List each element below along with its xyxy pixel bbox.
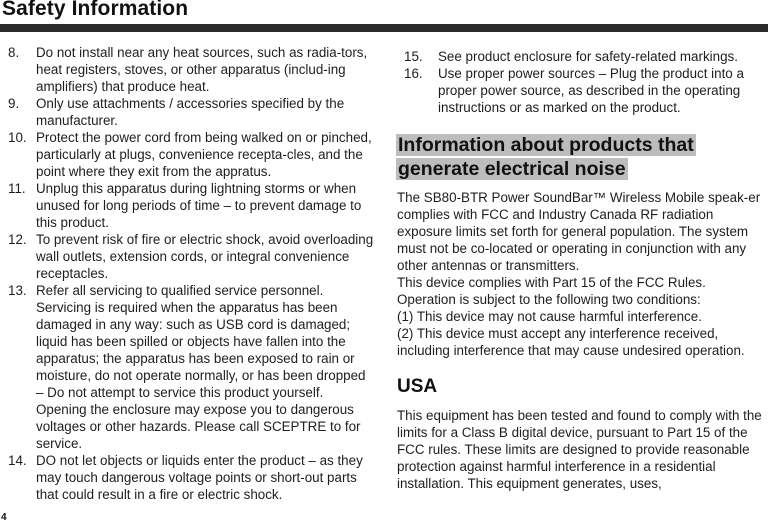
heading-line: generate electrical noise bbox=[398, 158, 626, 180]
item-text: Protect the power cord from being walked on or pinched, particularly at plugs, convenience recepta-cles, and the point where they exit from the appratus. bbox=[36, 130, 372, 179]
list-item bbox=[8, 95, 374, 129]
item-text: Only use attachments / accessories specified by the manufacturer. bbox=[36, 96, 345, 128]
item-text: To prevent risk of fire or electric shock, avoid overloading wall outlets, extension cords, or integral convenience receptacles. bbox=[36, 232, 374, 281]
list-item bbox=[8, 452, 374, 503]
section-heading-noise bbox=[396, 133, 696, 181]
list-item bbox=[8, 231, 374, 282]
heading-line: Information about products that bbox=[398, 134, 694, 156]
page-number: 4 bbox=[1, 512, 7, 523]
list-item bbox=[8, 129, 374, 180]
paragraph-text: The SB80-BTR Power SoundBar™ Wireless Mobile speak-er complies with FCC and Industry Canada RF radiation exposure limits set forth for general population. The system must not be co-located or operating in conjunction with any other antennas or transmitters. bbox=[397, 190, 761, 273]
list-item bbox=[8, 180, 374, 231]
item-number: 8. bbox=[8, 45, 20, 60]
item-text: Refer all servicing to qualified service personnel. Servicing is required when the apparatus has been damaged in any way: such as USB cord is damaged; liquid has been spilled or objects have fallen into the apparatus; the apparatus has been exposed to rain or moisture, do not operate normally, or has been dropped – Do not attempt to service this product yourself. Opening the enclosure may expose you to dangerous voltages or other hazards. Please call SCEPTRE to for service. bbox=[36, 283, 366, 451]
list-item bbox=[398, 65, 766, 116]
usa-paragraph bbox=[397, 407, 767, 492]
paragraph-text: This equipment has been tested and found to comply with the limits for a Class B digital device, pursuant to Part 15 of the FCC rules. These limits are designed to provide reasonable protection against harmful interference in a residential installation. This equipment generates, uses, bbox=[397, 408, 762, 491]
item-text: Unplug this apparatus during lightning storms or when unused for long periods of time – to prevent damage to this product. bbox=[36, 181, 362, 230]
paragraph-line: (2) This device must accept any interference received, including interference that may cause undesired operation. bbox=[397, 326, 745, 358]
item-text: See product enclosure for safety-related markings. bbox=[438, 49, 738, 64]
item-number: 16. bbox=[404, 66, 423, 81]
item-number: 12. bbox=[8, 232, 27, 247]
item-text: Do not install near any heat sources, such as radia-tors, heat registers, stoves, or other apparatus (includ-ing amplifiers) that produce heat. bbox=[36, 45, 368, 94]
item-number: 15. bbox=[404, 49, 423, 64]
item-number: 13. bbox=[8, 283, 27, 298]
right-list bbox=[398, 48, 766, 116]
item-number: 9. bbox=[8, 96, 20, 111]
title-rule bbox=[0, 24, 768, 32]
item-number: 14. bbox=[8, 453, 27, 468]
left-column bbox=[8, 44, 374, 503]
page-title: Safety Information bbox=[2, 0, 189, 20]
item-number: 11. bbox=[8, 181, 26, 196]
item-text: DO not let objects or liquids enter the product – as they may touch dangerous voltage points or short-out parts that could result in a fire or electric shock. bbox=[36, 453, 363, 502]
paragraph-line: (1) This device may not cause harmful interference. bbox=[397, 309, 702, 324]
paragraph-line: Operation is subject to the following two conditions: bbox=[397, 292, 701, 307]
item-number: 10. bbox=[8, 130, 27, 145]
list-item bbox=[398, 48, 766, 65]
paragraph-line: This device complies with Part 15 of the FCC Rules. bbox=[397, 275, 706, 290]
noise-paragraph bbox=[397, 189, 767, 359]
section-heading-usa: USA bbox=[397, 376, 438, 397]
item-text: Use proper power sources – Plug the product into a proper power source, as described in the operating instructions or as marked on the product. bbox=[438, 66, 744, 115]
list-item bbox=[8, 44, 374, 95]
list-item bbox=[8, 282, 374, 452]
